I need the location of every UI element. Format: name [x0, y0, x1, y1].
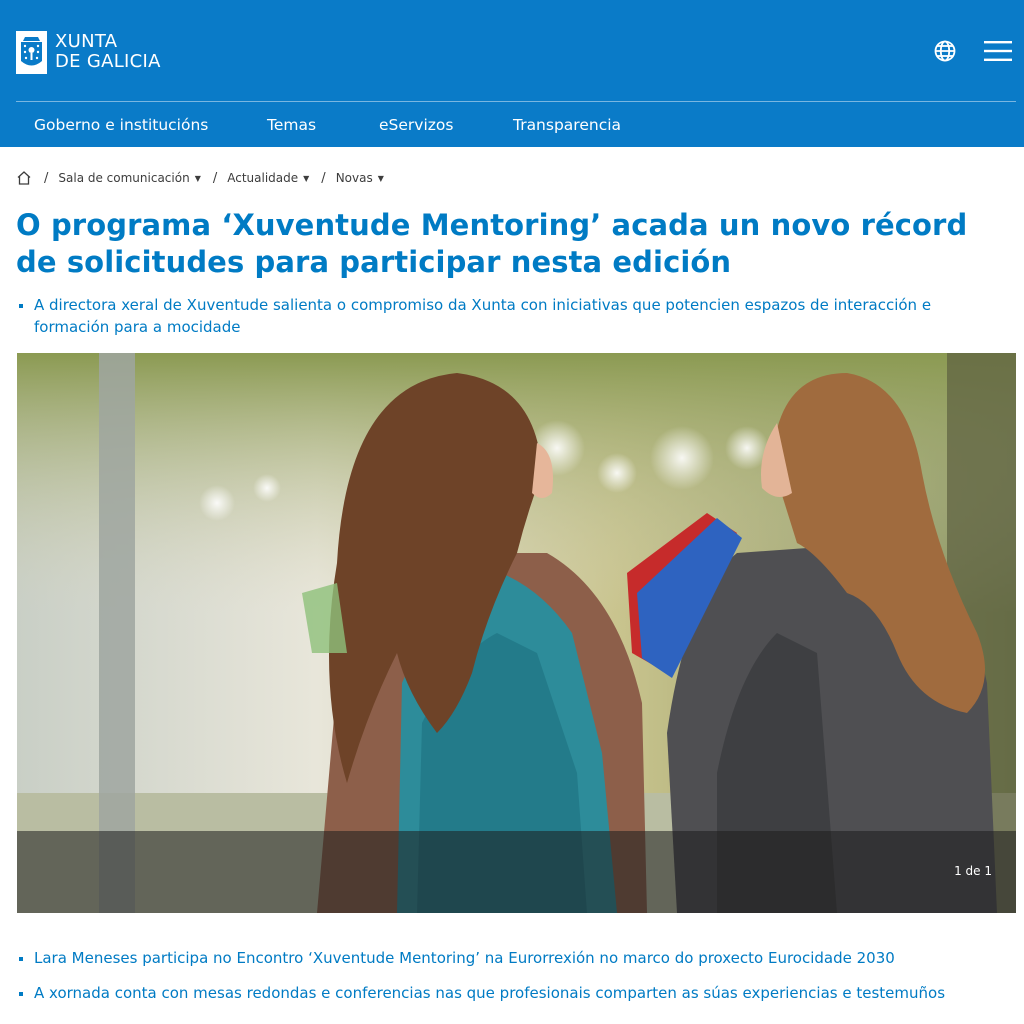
caret-down-icon: ▼: [377, 173, 384, 183]
main-navigation: [0, 102, 1024, 147]
caret-down-icon: ▼: [303, 173, 310, 183]
breadcrumb-separator: /: [321, 170, 326, 186]
article-photo[interactable]: [17, 353, 1016, 913]
brand-line-2: DE GALICIA: [55, 51, 161, 72]
galicia-coat-of-arms-icon: [16, 31, 47, 74]
brand-line-1: XUNTA: [55, 31, 118, 52]
photo-caption-bar: [17, 831, 1016, 913]
caret-down-icon: ▼: [194, 173, 201, 183]
breadcrumb-label: Sala de comunicación: [58, 171, 190, 185]
site-header: [0, 0, 1024, 147]
breadcrumb-label: Actualidade: [227, 171, 299, 185]
breadcrumb-item-actualidade[interactable]: [227, 171, 309, 185]
brand-logo-link[interactable]: [16, 30, 161, 74]
header-actions: [930, 36, 1016, 66]
article-summary-item: A xornada conta con mesas redondas e conferencias nas que profesionais comparten as súas experiencias e testemuños: [16, 982, 1006, 1004]
hamburger-menu-icon[interactable]: [980, 36, 1016, 66]
nav-item-eservizos[interactable]: eServizos: [379, 116, 454, 134]
breadcrumb-label: Novas: [335, 171, 373, 185]
breadcrumb: [16, 168, 384, 188]
photo-counter: 1 de 1: [954, 864, 992, 878]
article-summary-item: Lara Meneses participa no Encontro ‘Xuventude Mentoring’ na Eurorrexión no marco do proxecto Eurocidade 2030: [16, 947, 1006, 969]
article-subtitle-list: [16, 294, 1006, 338]
breadcrumb-item-novas[interactable]: [336, 171, 384, 185]
nav-item-goberno[interactable]: Goberno e institucións: [34, 116, 209, 134]
nav-item-transparencia[interactable]: Transparencia: [513, 116, 622, 134]
brand-text: [55, 32, 161, 72]
globe-icon[interactable]: [930, 36, 960, 66]
page-title: O programa ‘Xuventude Mentoring’ acada un novo récord de solicitudes para participar nesta edición: [16, 208, 968, 279]
nav-item-temas[interactable]: Temas: [267, 116, 317, 134]
article-summary-list: [16, 947, 1006, 1017]
breadcrumb-separator: /: [212, 170, 218, 186]
breadcrumb-item-sala[interactable]: [58, 171, 200, 185]
breadcrumb-separator: /: [44, 170, 49, 186]
article-subtitle: A directora xeral de Xuventude salienta o compromiso da Xunta con iniciativas que potencien espazos de interacción e formación para a mocidade: [16, 294, 1006, 338]
home-icon[interactable]: [16, 170, 32, 186]
